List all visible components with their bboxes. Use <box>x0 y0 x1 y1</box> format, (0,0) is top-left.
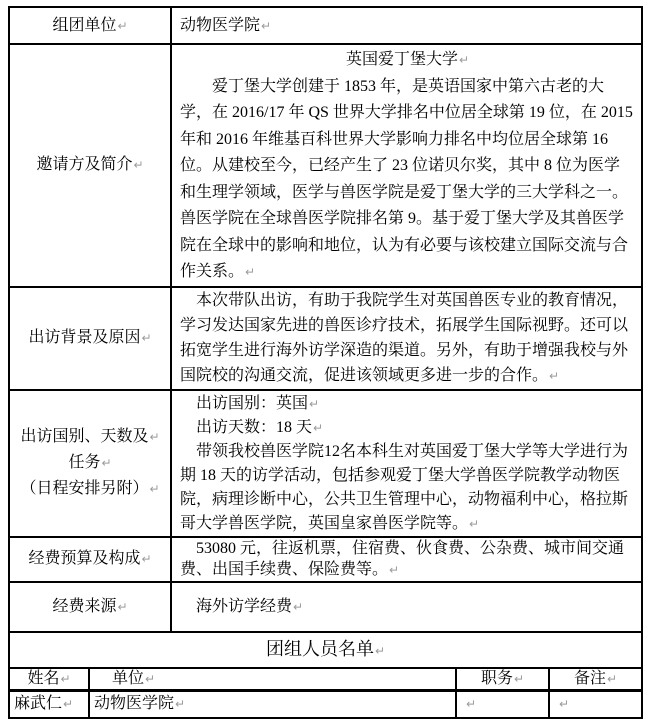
paragraph-mark: ↵ <box>133 158 144 173</box>
paragraph-mark: ↵ <box>559 697 570 711</box>
paragraph-mark: ↵ <box>513 671 525 686</box>
row-country-days-tasks <box>9 390 642 537</box>
paragraph-mark: ↵ <box>117 18 128 33</box>
budget-content: 53080 元，往返机票，住宿费、伙食费、公杂费、城市间交通费、出国手续费、保险费等。↵ <box>171 537 642 582</box>
row-funding-source <box>9 582 642 632</box>
line-break-mark: ↵ <box>149 430 160 444</box>
inviter-title: 英国爱丁堡大学↵ <box>345 51 470 68</box>
roster-header-row <box>9 668 642 691</box>
paragraph-mark: ↵ <box>549 368 560 383</box>
form-table <box>8 6 643 633</box>
paragraph-mark: ↵ <box>466 697 477 711</box>
member-unit-cell: 动物医学院↵ <box>89 690 456 718</box>
paragraph-mark: ↵ <box>245 265 256 279</box>
country-days-tasks-label: 出访国别、天数及↵ 任务↵ （日程安排另附）↵ <box>9 390 171 537</box>
roster-header-name: 姓名↵ <box>9 668 89 691</box>
visit-background-label: 出访背景及原因↵ <box>9 287 171 390</box>
member-duty-cell <box>456 690 549 718</box>
paragraph-mark: ↵ <box>60 671 71 686</box>
row-visit-background <box>9 287 642 390</box>
paragraph-mark: ↵ <box>175 697 186 711</box>
paragraph-mark: ↵ <box>389 562 400 577</box>
paragraph-mark: ↵ <box>458 53 470 67</box>
roster-header-note: 备注↵ <box>549 668 642 691</box>
paragraph-mark: ↵ <box>374 643 386 658</box>
roster-header-unit: 单位↵ <box>89 668 456 691</box>
inviter-intro-content <box>171 44 642 287</box>
paragraph-mark: ↵ <box>469 516 480 531</box>
member-note-cell <box>549 690 642 718</box>
budget-label: 经费预算及构成↵ <box>9 537 171 582</box>
row-inviter-intro <box>9 44 642 287</box>
visit-country-line: 出访国别：英国↵ <box>196 394 320 412</box>
line-break-mark: ↵ <box>101 456 112 470</box>
paragraph-mark: ↵ <box>261 18 272 33</box>
line-break-mark: ↵ <box>309 396 320 411</box>
paragraph-mark: ↵ <box>117 599 128 614</box>
funding-source-label: 经费来源↵ <box>9 582 171 632</box>
roster-title-row <box>9 632 642 668</box>
roster-header-duty: 职务↵ <box>456 668 549 691</box>
organizing-unit-label: 组团单位↵ <box>9 7 171 44</box>
line-break-mark: ↵ <box>149 482 160 496</box>
visit-days-line: 出访天数：18 天↵ <box>196 418 324 436</box>
paragraph-mark: ↵ <box>141 331 152 345</box>
inviter-intro-label: 邀请方及简介↵ <box>9 44 171 287</box>
delegation-form-document <box>8 6 641 719</box>
row-organizing-unit <box>9 7 642 44</box>
member-name-cell: 麻武仁↵ <box>9 690 89 718</box>
paragraph-mark: ↵ <box>145 671 156 686</box>
funding-source-value: 海外访学经费↵ <box>171 582 642 632</box>
visit-tasks-paragraph: 带领我校兽医学院12名本科生对英国爱丁堡大学等大学进行为期 18 天的访学活动，包括参观爱丁堡大学兽医学院教学动物医院，病理诊断中心，公共卫生管理中心，动物福利中心，格拉斯哥大学兽医学院，英国皇家兽医学院等。↵ <box>180 442 629 532</box>
inviter-description: 爱丁堡大学创建于 1853 年，是英语国家中第六古老的大学，在 2016/17 年 QS 世界大学排名中位居全球第 19 位，在 2015 年和 2016 年维基百科世界大学影响力排名中均位居全球第 16 位。从建校至今，已经产生了 23 位诺贝尔奖，其中 8 位为医学和生理学领域，医学与兽医学院是爱丁堡大学的三大学科之一。兽医学院在全球兽医学院排名第 9。基于爱丁堡大学及其兽医学院在全球中的影响和地位，认为有必要与该校建立国际交流与合作关系。↵ <box>180 77 633 280</box>
roster-table <box>8 631 643 719</box>
roster-title: 团组人员名单↵ <box>9 632 642 668</box>
line-break-mark: ↵ <box>313 420 324 435</box>
roster-member-row <box>9 690 642 718</box>
paragraph-mark: ↵ <box>63 697 74 711</box>
organizing-unit-value: 动物医学院↵ <box>171 7 642 44</box>
paragraph-mark: ↵ <box>293 599 304 614</box>
row-budget <box>9 537 642 582</box>
paragraph-mark: ↵ <box>141 552 152 566</box>
country-days-tasks-content <box>171 390 642 537</box>
paragraph-mark: ↵ <box>606 671 618 686</box>
visit-background-content: 本次带队出访，有助于我院学生对英国兽医专业的教育情况，学习发达国家先进的兽医诊疗技术，拓展学生国际视野。还可以拓宽学生进行海外访学深造的渠道。另外，有助于增强我校与外国院校的沟通交流，促进该领域更多进一步的合作。↵ <box>171 287 642 390</box>
